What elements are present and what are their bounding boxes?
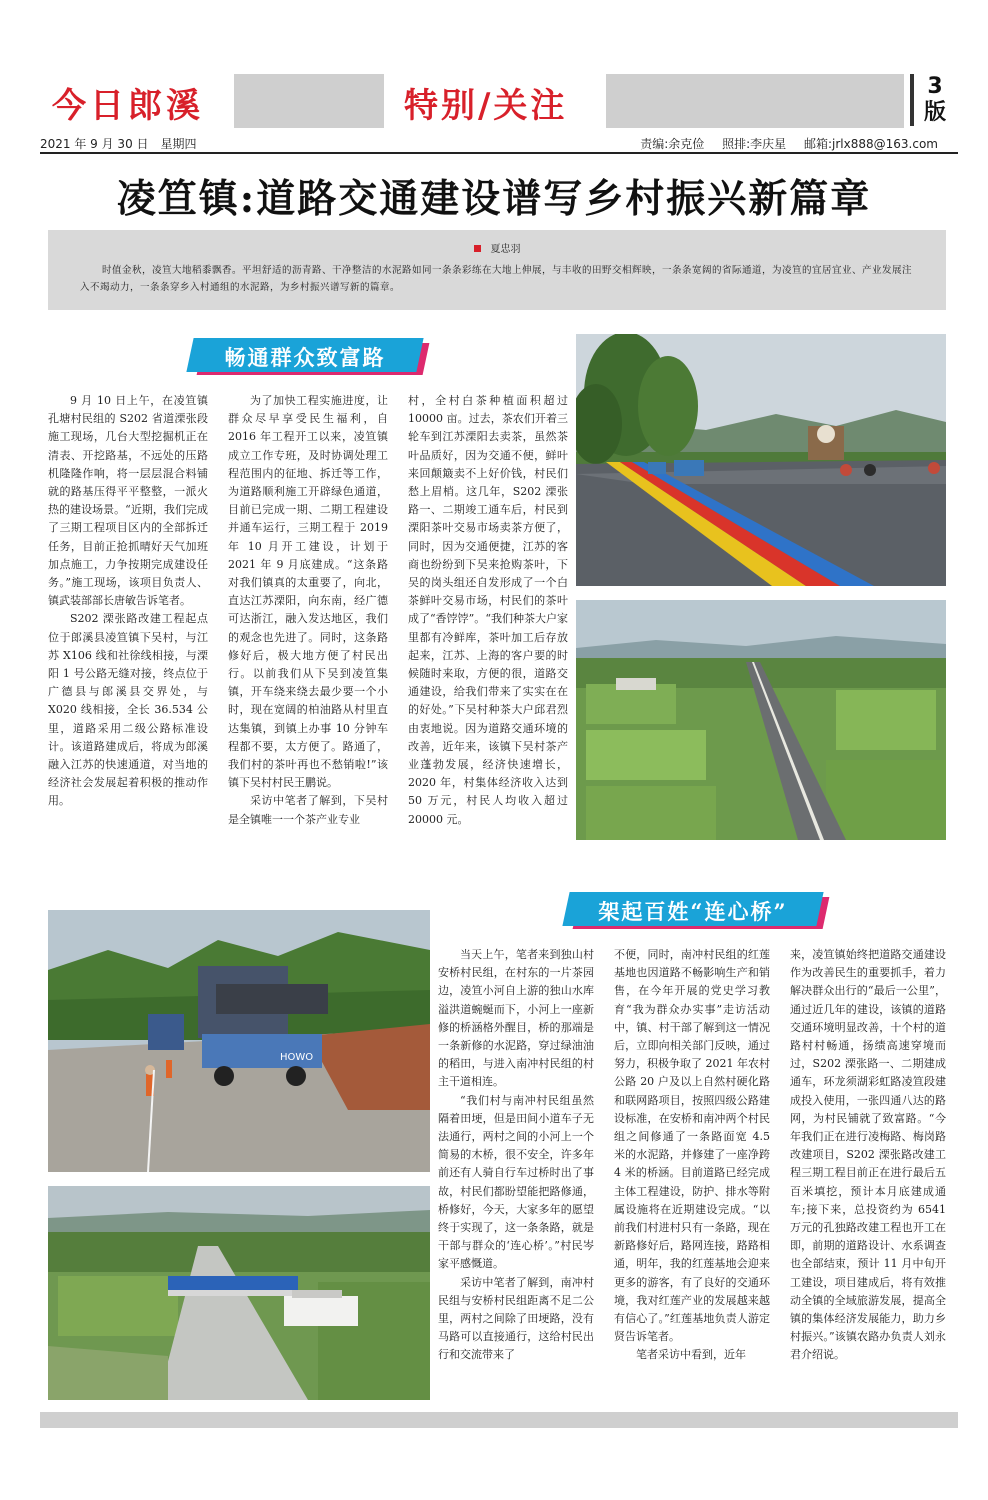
intro-box (48, 230, 946, 310)
photo-village-road (576, 334, 946, 586)
paragraph: 笔者采访中看到，近年 (636, 1348, 746, 1362)
photo-construction-trucks (48, 910, 430, 1172)
page-number-digit: 3 (927, 74, 943, 99)
paragraph: 为了加快工程实施进度，让群众尽早享受民生福利，自 2016 年工程开工以来，凌笪镇成立工作专班，及时协调处理工程范围内的征地、拆迁等工作，为道路顺利施工开辟绿色通道，目前已完成一期、二期工程建设并通车运行，三期工程于 2019 年 10 月开工建设，计划于 2021 年 9 月底建成。“这条路对我们镇真的太重要了，向北，直达江苏溧阳，向东南，经广德可达浙江，融入发达地区，我们的观念也先进了。同时，这条路修好后，极大地方便了村民出行。以前我们从下吴到凌笪集镇，开车绕来绕去最少要一个小时，现在宽阔的柏油路从村里直达集镇，到镇上办事 10 分钟车程都不要，太方便了。路通了，我们村的茶叶再也不愁销啦!”该镇下吴村村民王鹏说。 (228, 394, 388, 790)
section1-column-1 (48, 392, 208, 811)
photo-aerial-highway (576, 600, 946, 840)
section2-column-1 (438, 946, 594, 1365)
page-number-label: 版 (924, 100, 947, 125)
section1-header (190, 338, 420, 372)
headline: 凌笪镇:道路交通建设谱写乡村振兴新篇章 (116, 176, 872, 222)
newspaper-name: 今日郎溪 (52, 86, 204, 126)
paragraph: S202 溧张路改建工程起点位于郎溪县凌笪镇下吴村，与江苏 X106 线和社徐线相接，与溧阳 1 号公路无缝对接，终点位于广德县与郎溪县交界处，与 X020 线相接，全长 36.534 公里，道路采用二级公路标准设计。该道路建成后，将成为郎溪融入江苏的快速通道，对当地的经济社会发展起着积极的推动作用。 (48, 612, 208, 808)
paragraph: 9 月 10 日上午，在凌笪镇孔塘村民组的 S202 省道溧张段施工现场，几台大型挖掘机正在清表、开挖路基，不远处的压路机隆隆作响，将一层层混合料铺就的路基压得平平整整，一派火热的建设场景。“近期，我们完成了三期工程项目区内的全部拆迁任务，目前正抢抓晴好天气加班加点施工，力争按期完成建设任务。”施工现场，该项目负责人、镇武装部部长唐敏告诉笔者。 (48, 394, 208, 608)
truck-logo-text: HOWO (280, 1052, 314, 1063)
section1-column-2 (228, 392, 388, 829)
section2-title: 架起百姓“连心桥” (598, 899, 788, 924)
section1-title: 畅通群众致富路 (224, 345, 386, 370)
page-number (924, 74, 946, 126)
section-title: 特别/关注 (404, 86, 568, 126)
section2-header (566, 892, 820, 926)
paragraph: 来，凌笪镇始终把道路交通建设作为改善民生的重要抓手，着力解决群众出行的“最后一公里”，通过近几年的建设，该镇的道路交通环境明显改善，十个村的道路村村畅通，扬绩高速穿境而过，S202 溧张路一、二期建成通车，环龙须湖彩虹路凌笪段建成投入使用，一张四通八达的路网，为村民铺就了致富路。“今年我们正在进行凌梅路、梅岗路改建项目，S202 溧张路改建工程三期工程目前正在进行最后五百米填挖，预计本月底建成通车;接下来，总投资约为 6541 万元的孔独路改建工程也开工在即，前期的道路设计、水系调查也全部结束，预计 11 月中旬开工建设，项目建成后，将有效推动全镇的全域旅游发展，提高全镇的集体经济发展能力，助力乡村振兴。”该镇农路办负责人刘永君介绍说。 (790, 948, 946, 1362)
section1-column-3 (408, 392, 568, 829)
page-number-divider (910, 74, 914, 126)
masthead-banner-left (234, 74, 384, 128)
paragraph: “我们村与南冲村民组虽然隔着田埂，但是田间小道车子无法通行，两村之间的小河上一个简易的木桥，很不安全，许多年前还有人骑自行车过桥时出了事故，村民们都盼望能把路修通，桥修好，今天，大家多年的愿望终于实现了，这一条条路，就是干部与群众的‘连心桥’。”村民岑家平感慨道。 (438, 1093, 594, 1271)
paragraph: 村，全村白茶种植面积超过 10000 亩。过去，茶农们开着三轮车到江苏溧阳去卖茶，虽然茶叶品质好，因为交通不便，鲜叶来回颠簸卖不上好价钱，村民们愁上眉梢。这几年，S202 溧张路一、二期竣工通车后，村民到溧阳茶叶交易市场卖茶方便了，同时，因为交通便捷，江苏的客商也纷纷到下吴来抢购茶叶，下吴的岗头组还自发形成了一个白茶鲜叶交易市场，村民们的茶叶成了“香饽饽”。“我们种茶大户家里都有冷鲜库，茶叶加工后存放起来，江苏、上海的客户要的时候随时来取，方便的很，道路交通建设，给我们带来了实实在在的好处。”下吴村种茶大户邱君烈由衷地说。因为道路交通环境的改善，近年来，该镇下吴村茶产业蓬勃发展，经济快速增长，2020 年，村集体经济收入达到 50 万元，村民人均收入超过 20000 元。 (408, 394, 568, 826)
paragraph: 采访中笔者了解到，下吴村是全镇唯一一个茶产业专业 (228, 794, 388, 826)
paragraph: 当天上午，笔者来到独山村安桥村民组，在村东的一片茶园边，凌笪小河自上游的独山水库溢洪道蜿蜒而下，小河上一座新修的桥涵格外醒目，桥的那端是一条新修的水泥路，穿过绿油油的稻田，与进入南冲村民组的村主干道相连。 (438, 948, 594, 1089)
footer-bar (40, 1412, 958, 1428)
editor-credit: 责编:余克俭 (640, 137, 705, 151)
paragraph: 不便，同时，南冲村民组的红莲基地也因道路不畅影响生产和销售，在今年开展的党史学习教育“我为群众办实事”走访活动中，镇、村干部了解到这一情况后，立即向相关部门反映，通过努力，积极争取了 2021 年农村公路 20 户及以上自然村硬化路和联网路项目，按照四级公路建设标准，在安桥和南冲两个村民组之间修通了一条路面宽 4.5 米的水泥路，并修建了一座净跨 4 米的桥涵。目前道路已经完成主体工程建设，防护、排水等附属设施将在近期建设完成。“以前我们村进村只有一条路，现在新路修好后，路网连接，路路相通，明年，我的红莲基地会迎来更多的游客，有了良好的交通环境，我对红莲产业的发展越来越有信心了。”红莲基地负责人游定贤告诉笔者。 (614, 948, 770, 1344)
author-line (48, 240, 946, 255)
paragraph: 采访中笔者了解到，南冲村民组与安桥村民组距离不足二公里，两村之间除了田埂路，没有马路可以直接通行，这给村民出行和交流带来了 (438, 1275, 594, 1362)
author-name: 夏忠羽 (490, 244, 521, 255)
red-square-icon (474, 245, 481, 252)
dateline: 2021 年 9 月 30 日 星期四 (40, 137, 197, 151)
header-rule (40, 152, 958, 154)
section2-column-3 (790, 946, 946, 1365)
editor-credits (626, 135, 938, 152)
masthead-banner-right (606, 74, 904, 128)
intro-text: 时值金秋，凌笪大地稻黍飘香。平坦舒适的沥青路、干净整洁的水泥路如同一条条彩练在大地上伸展，与丰收的田野交相辉映，一条条宽阔的省际通道，为凌笪的宜居宜业、产业发展注入不竭动力，一条条穿乡入村通组的水泥路，为乡村振兴谱写新的篇章。 (80, 265, 913, 293)
layout-credit: 照排:李庆星 (722, 137, 787, 151)
email-credit: 邮箱:jrlx888@163.com (804, 137, 938, 151)
photo-toll-station (48, 1186, 430, 1400)
section2-column-2 (614, 946, 770, 1365)
